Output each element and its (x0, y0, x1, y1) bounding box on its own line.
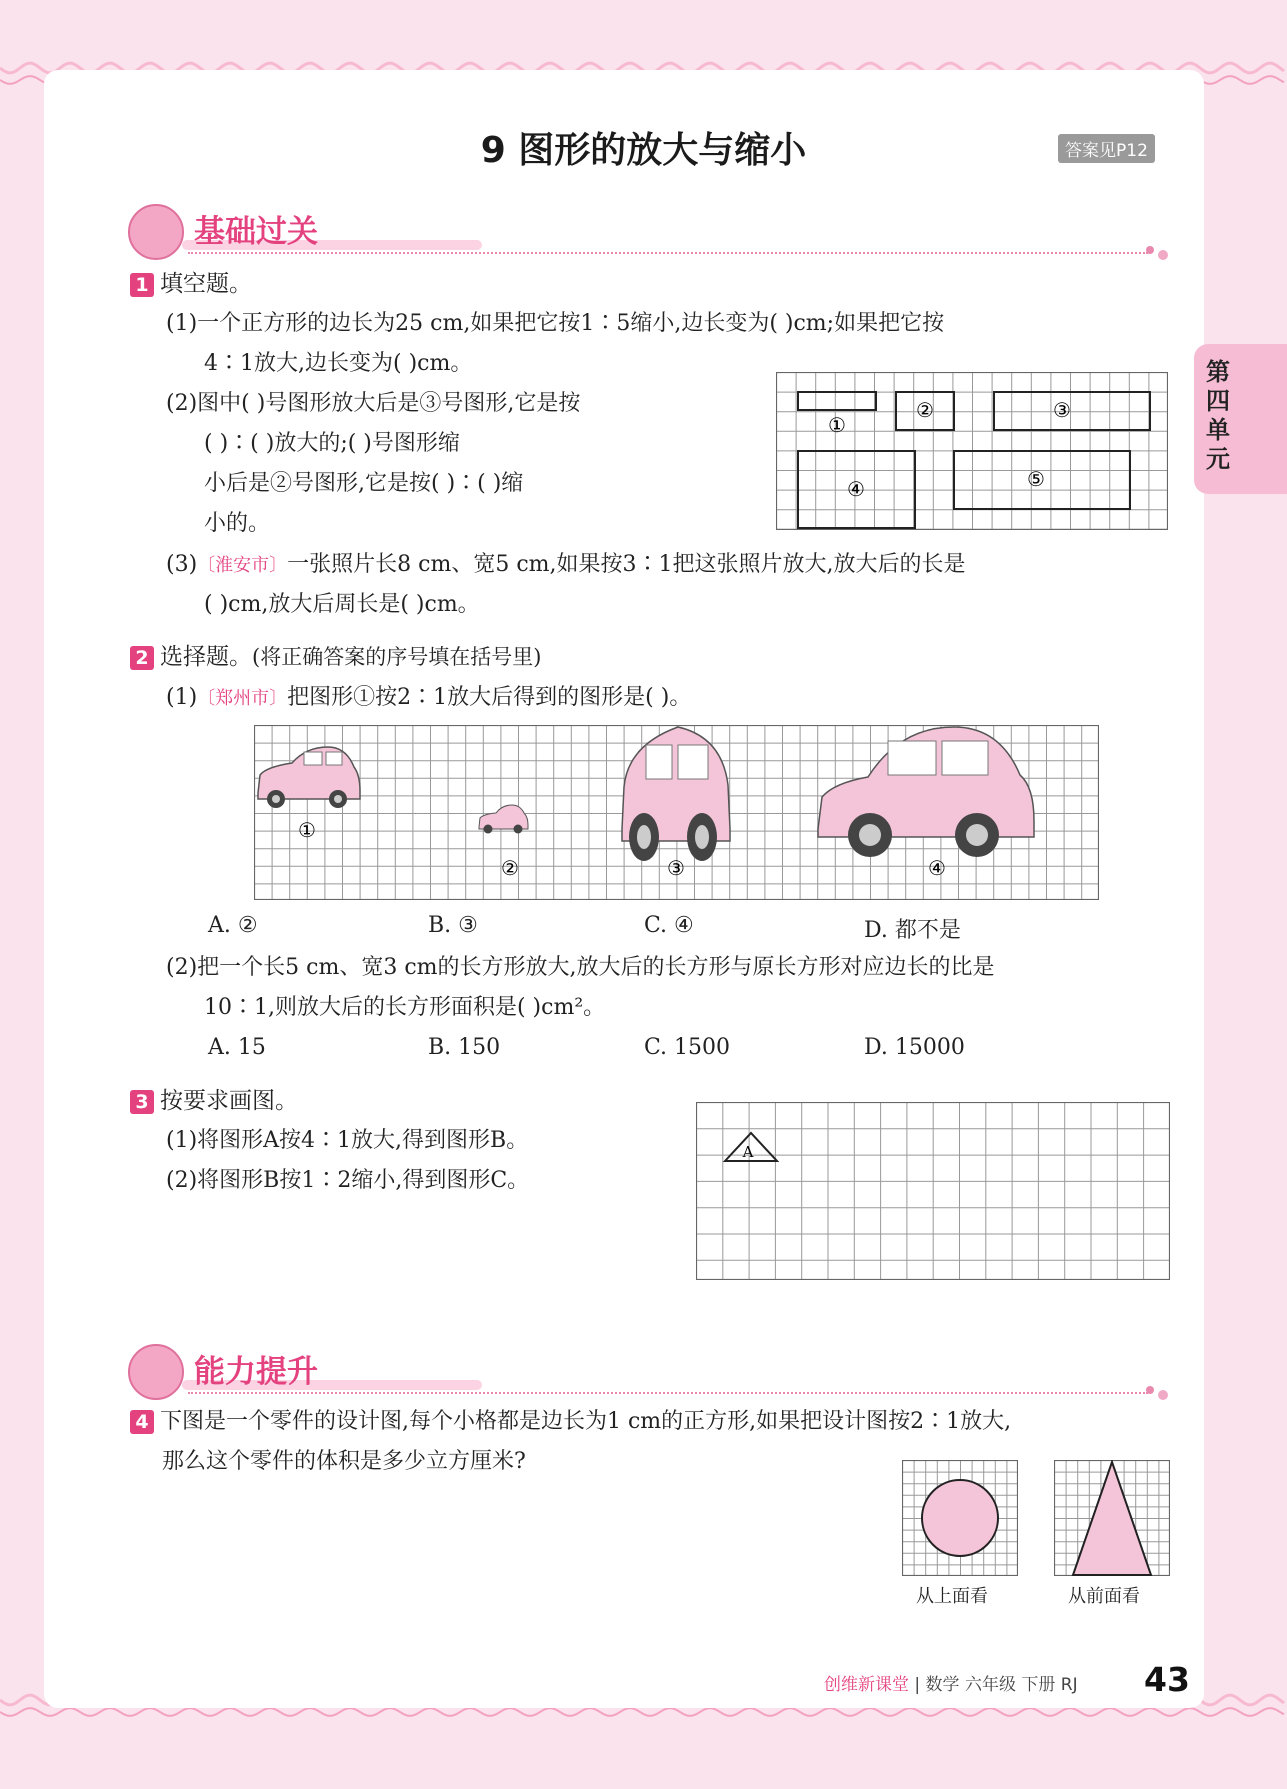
q2-part1-option-d: D. 都不是 (864, 918, 961, 943)
q1-part3-text: 一张照片长8 cm、宽5 cm,如果按3∶1把这张照片放大,放大后的长是 (287, 552, 966, 577)
q1-part2-line2: ( )∶( )放大的;( )号图形缩 (204, 431, 460, 456)
q2-heading-note: (将正确答案的序号填在括号里) (252, 645, 542, 669)
question-number: 3 (130, 1090, 154, 1114)
q2-part1-option-b: B. ③ (428, 913, 478, 938)
question-number: 1 (130, 273, 154, 297)
car-4 (818, 727, 1034, 857)
dotted-divider (188, 252, 1148, 254)
q1-rectangle-grid (776, 372, 1168, 530)
q1-part2-line3: 小后是②号图形,它是按( )∶( )缩 (204, 471, 524, 496)
divider-dot (1158, 1390, 1168, 1400)
front-view-grid (1054, 1460, 1170, 1576)
q4-line2: 那么这个零件的体积是多少立方厘米? (162, 1449, 526, 1474)
circle-top-view (922, 1480, 998, 1556)
page-title: 9 图形的放大与缩小 (480, 130, 807, 171)
q2-part2-option-a: A. 15 (208, 1035, 266, 1060)
footer-brand: 创维新课堂 (824, 1675, 909, 1695)
q2-part1-prefix: (1) (166, 685, 198, 710)
boy-mascot-icon (128, 1344, 184, 1400)
car-grid-figure (254, 725, 1099, 900)
section-advanced-header (128, 1340, 1168, 1400)
car-label: ② (501, 856, 519, 880)
q2-part2-option-d: D. 15000 (864, 1035, 965, 1060)
q4-line1-text: 下图是一个零件的设计图,每个小格都是边长为1 cm的正方形,如果把设计图按2∶1放大, (160, 1409, 1012, 1434)
triangle-a-label: A (742, 1143, 754, 1161)
q1-part3-line2: ( )cm,放大后周长是( )cm。 (204, 592, 480, 617)
q2-part2-line2: 10∶1,则放大后的长方形面积是( )cm²。 (204, 995, 606, 1020)
girl-mascot-icon (128, 204, 184, 260)
figure-3-rect (994, 392, 1150, 430)
q2-part1-option-a: A. ② (208, 913, 258, 938)
unit-side-tab-label: 第四单元 (1206, 358, 1230, 473)
q2-heading (130, 643, 541, 671)
car-label: ③ (667, 856, 685, 880)
q1-part3-line1 (166, 551, 966, 580)
page-number: 43 (1144, 1660, 1190, 1699)
car-label: ④ (928, 856, 946, 880)
q1-heading (130, 270, 252, 298)
q1-part3-prefix: (3) (166, 552, 198, 577)
footer: 创维新课堂 | 数学 六年级 下册 RJ (824, 1675, 1078, 1695)
q2-part2-line1: (2)把一个长5 cm、宽3 cm的长方形放大,放大后的长方形与原长方形对应边长的比是 (166, 955, 995, 980)
caption-front-view: 从前面看 (1068, 1586, 1140, 1607)
caption-top-view: 从上面看 (916, 1586, 988, 1607)
q3-drawing-grid (696, 1102, 1170, 1280)
q3-line1: (1)将图形A按4∶1放大,得到图形B。 (166, 1128, 529, 1153)
q2-part1-line (166, 684, 691, 713)
q2-heading-text: 选择题。 (160, 644, 252, 670)
divider-dot (1146, 1386, 1154, 1394)
section-basic-header (128, 200, 1168, 260)
car-label: ① (298, 818, 316, 842)
dotted-divider (188, 1392, 1148, 1394)
question-number: 2 (130, 646, 154, 670)
q2-part2-option-b: B. 150 (428, 1035, 501, 1060)
car-2 (479, 805, 528, 834)
q2-part1-text: 把图形①按2∶1放大后得到的图形是( )。 (287, 685, 692, 710)
q1-part1-line2: 4∶1放大,边长变为( )cm。 (204, 351, 473, 376)
q4-line1 (130, 1408, 1011, 1436)
unit-side-tab (1194, 344, 1287, 494)
q1-heading-text: 填空题。 (160, 271, 252, 297)
q2-part1-option-c: C. ④ (644, 913, 694, 938)
region-tag: 〔淮安市〕 (197, 555, 288, 576)
figure-label: ④ (847, 477, 865, 501)
figure-label: ② (916, 398, 934, 422)
figure-label: ③ (1053, 398, 1071, 422)
q1-part1-line1: (1)一个正方形的边长为25 cm,如果把它按1∶5缩小,边长变为( )cm;如果把它按 (166, 311, 945, 336)
q3-line2: (2)将图形B按1∶2缩小,得到图形C。 (166, 1168, 530, 1193)
q1-part2-line1: (2)图中( )号图形放大后是③号图形,它是按 (166, 391, 581, 416)
figure-label: ① (828, 413, 846, 437)
car-1 (258, 747, 360, 808)
q3-heading-text: 按要求画图。 (160, 1088, 298, 1114)
grid-lines (696, 1102, 1170, 1280)
answer-reference: 答案见P12 (1058, 134, 1155, 163)
figure-1-rect (798, 392, 876, 410)
section-title: 能力提升 (194, 1354, 318, 1390)
region-tag: 〔郑州市〕 (197, 688, 288, 709)
question-number: 4 (130, 1410, 154, 1434)
q3-heading (130, 1087, 298, 1115)
figure-label: ⑤ (1027, 467, 1045, 491)
section-title: 基础过关 (194, 214, 318, 250)
car-3 (622, 727, 730, 861)
q2-part2-option-c: C. 1500 (644, 1035, 731, 1060)
footer-info: 数学 六年级 下册 RJ (925, 1675, 1078, 1695)
q1-part2-line4: 小的。 (204, 511, 271, 536)
divider-dot (1146, 246, 1154, 254)
divider-dot (1158, 250, 1168, 260)
top-view-grid (902, 1460, 1018, 1576)
